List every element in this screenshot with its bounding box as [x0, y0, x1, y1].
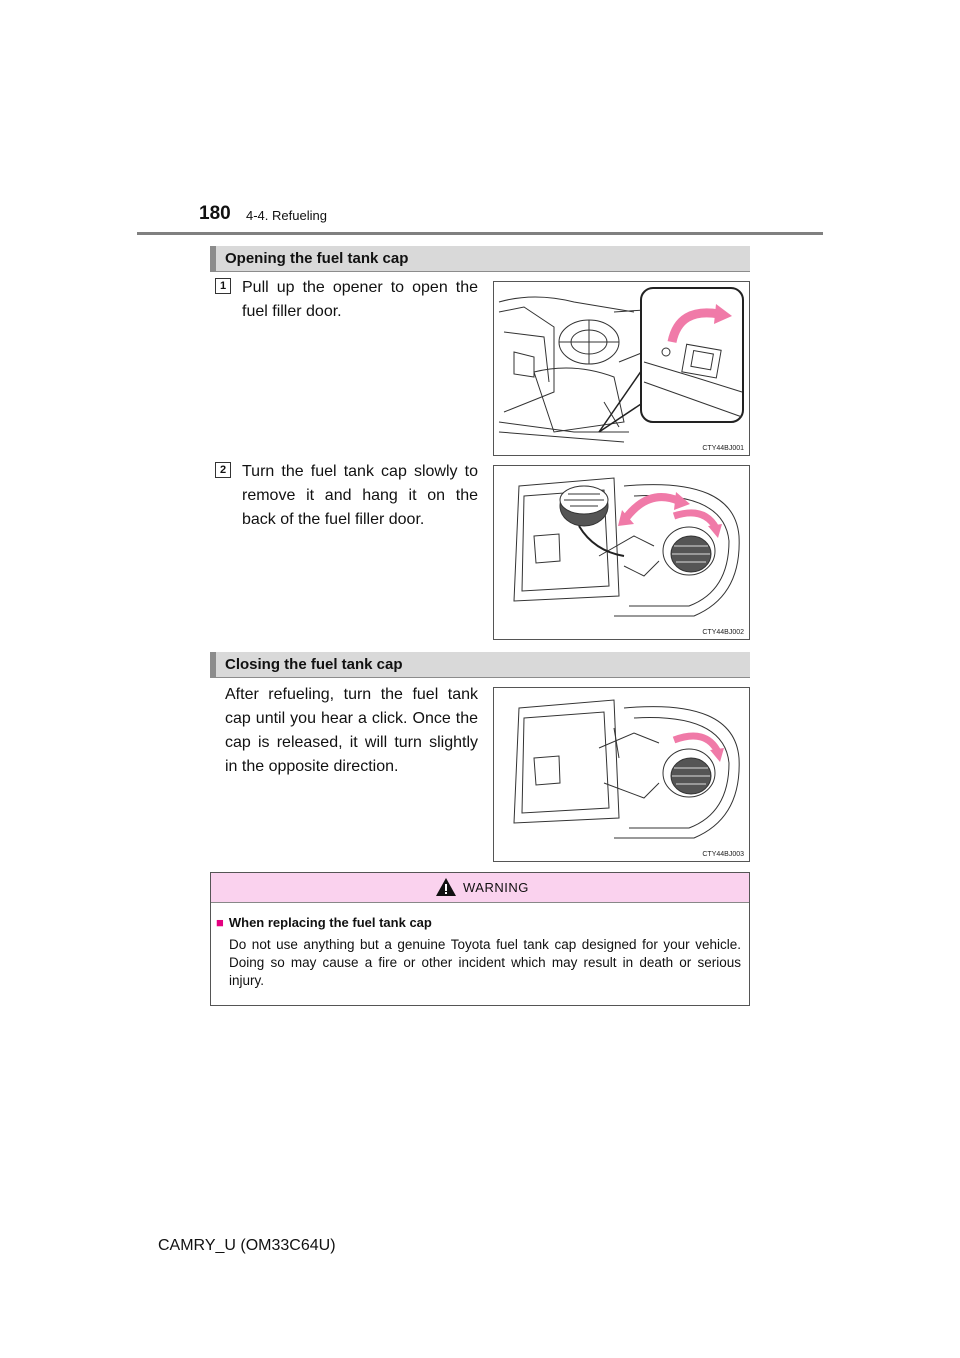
warning-header: [211, 873, 749, 903]
warning-subheading: [216, 915, 432, 930]
figure-opener-illustration: [493, 281, 750, 456]
footer-model: CAMRY_U (OM33C64U): [158, 1237, 336, 1254]
page-number: 180: [199, 203, 231, 224]
figure-code-3: CTY44BJ003: [702, 851, 744, 858]
section-heading-opening: Opening the fuel tank cap: [210, 246, 750, 272]
step-number-2: 2: [215, 462, 231, 478]
section-label: 4-4. Refueling: [246, 208, 327, 223]
header-divider: [137, 232, 823, 235]
figure-remove-cap-illustration: [493, 465, 750, 640]
warning-body: Do not use anything but a genuine Toyota fuel tank cap designed for your vehicle. Doing so may cause a fire or other incident which may result in death or serious injury.: [229, 937, 741, 988]
step-number-1: 1: [215, 278, 231, 294]
closing-text: After refueling, turn the fuel tank cap until you hear a click. Once the cap is released, it will turn slightly in the opposite direction.: [225, 686, 478, 775]
warning-box: [210, 872, 750, 1006]
figure-close-cap-illustration: [493, 687, 750, 862]
warning-title: WARNING: [463, 880, 529, 895]
step-1-text: Pull up the opener to open the fuel filler door.: [242, 279, 478, 320]
section-heading-closing: Closing the fuel tank cap: [210, 652, 750, 678]
figure-code-1: CTY44BJ001: [702, 445, 744, 452]
bullet-square-icon: ■: [216, 915, 224, 930]
warning-triangle-icon: [435, 877, 457, 897]
step-2-text: Turn the fuel tank cap slowly to remove it and hang it on the back of the fuel filler door.: [242, 463, 478, 528]
warning-subheading-text: When replacing the fuel tank cap: [228, 915, 432, 930]
figure-code-2: CTY44BJ002: [702, 629, 744, 636]
